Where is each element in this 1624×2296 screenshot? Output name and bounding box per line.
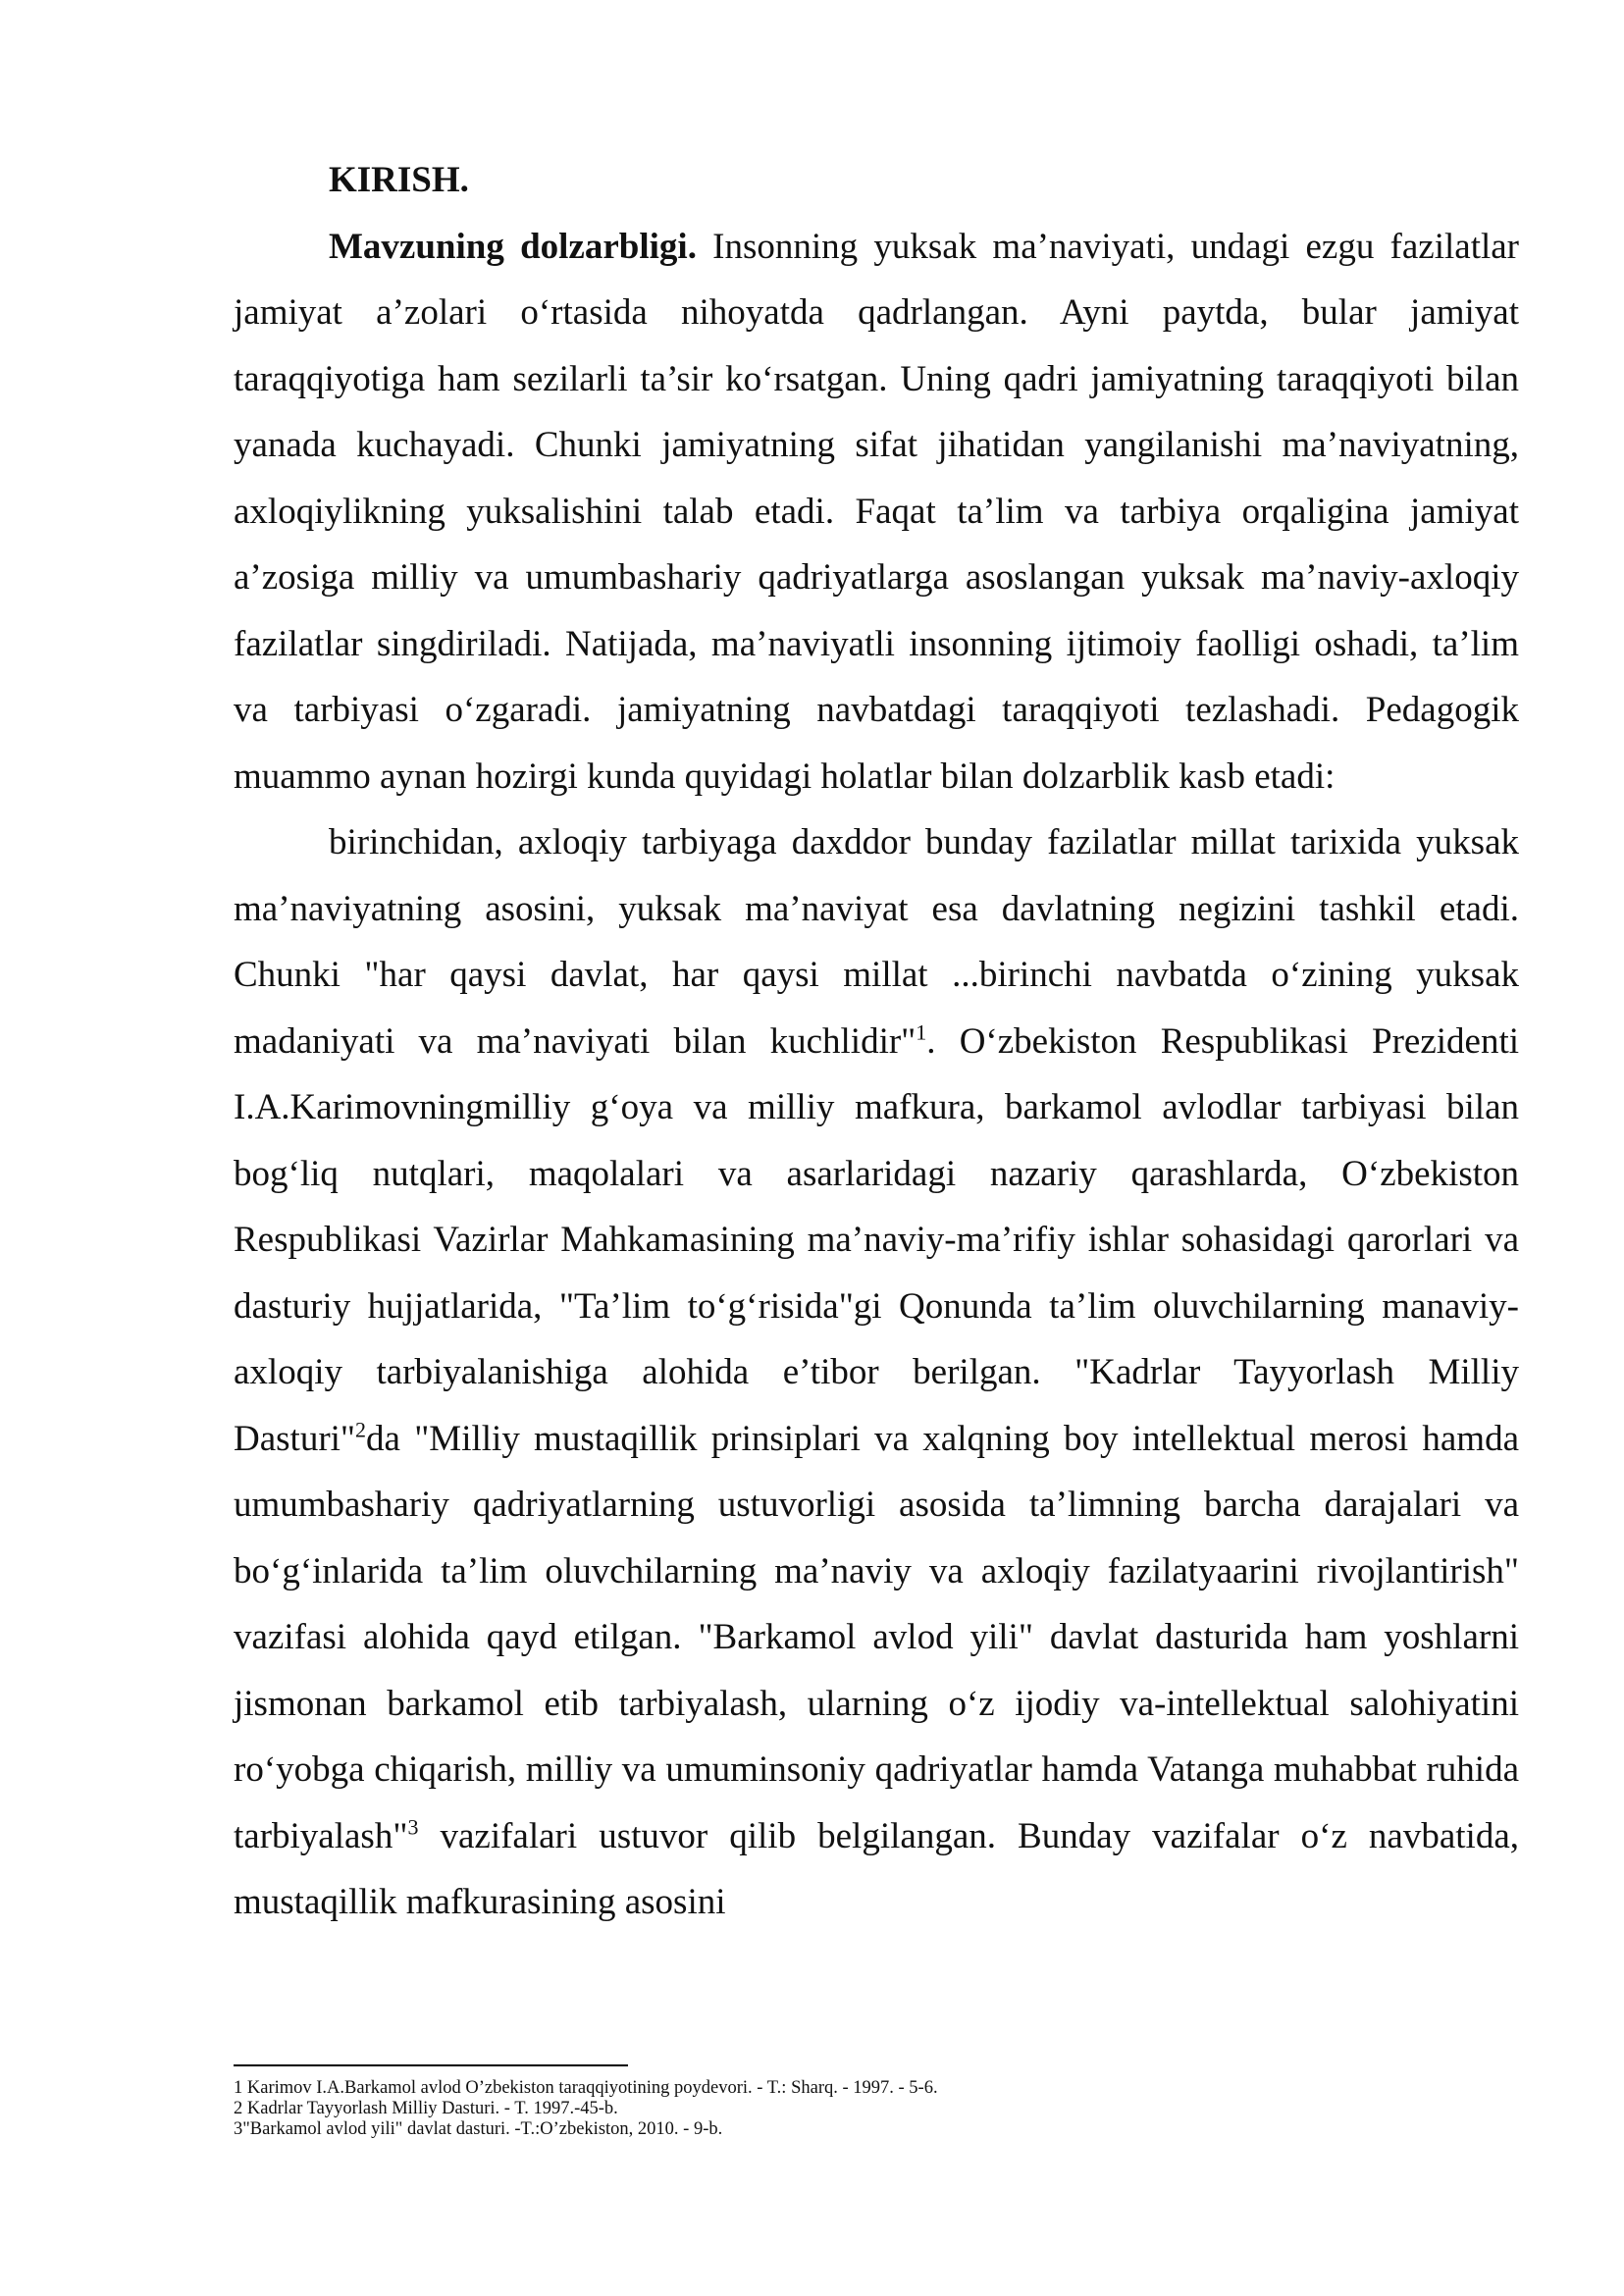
footnote-divider (234, 2064, 628, 2066)
paragraph-lead: Mavzuning dolzarbligi. (329, 226, 697, 267)
body-text (234, 147, 1519, 1936)
footnote-item: 2 Kadrlar Tayyorlash Milliy Dasturi. - T. 1997.-45-b. (234, 2099, 618, 2118)
footnote-item: 1 Karimov I.A.Barkamol avlod O’zbekiston taraqqiyotining poydevori. - T.: Sharq. - 1997. - 5-6. (234, 2078, 938, 2098)
footnotes (234, 2078, 1519, 2140)
paragraph-text: Insonning yuksak ma’naviyati, undagi ezgu fazilatlar jamiyat a’zolari o‘rtasida nihoyatda qadrlangan. Ayni paytda, bular jamiyat taraqqiyotiga ham sezilarli ta’sir ko‘rsatgan. Uning qadri jamiyatning taraqqiyoti bilan yanada kuchayadi. Chunki jamiyatning sifat jihatidan yangilanishi ma’naviyatning, axloqiylikning yuksalishini talab etadi. Faqat ta’lim va tarbiya orqaligina jamiyat a’zosiga milliy va umumbashariy qadriyatlarga asoslangan yuksak ma’naviy-axloqiy fazilatlar singdiriladi. Natijada, ma’naviyatli insonning ijtimoiy faolligi oshadi, ta’lim va tarbiyasi o‘zgaradi. jamiyatning navbatdagi taraqqiyoti tezlashadi. Pedagogik muammo aynan hozirgi kunda quyidagi holatlar bilan dolzarblik kasb etadi: (234, 226, 1520, 797)
footnote-ref[interactable]: 1 (916, 1019, 927, 1045)
footnote-ref[interactable]: 2 (355, 1417, 367, 1442)
paragraph-firstly (234, 809, 1519, 1936)
footnote-ref[interactable]: 3 (407, 1814, 419, 1840)
paragraph-segment: . O‘zbekiston Respublikasi Prezidenti I.A.Karimovningmilliy g‘oya va milliy mafkura, barkamol avlodlar tarbiyasi bilan bog‘liq nutqlari, maqolalari va asarlaridagi nazariy qarashlarda, O‘zbekiston Respublikasi Vazirlar Mahkamasining ma’naviy-ma’rifiy ishlar sohasidagi qarorlari va dasturiy hujjatlarida, "Ta’lim to‘g‘risida"gi Qonunda ta’lim oluvchilarning manaviy-axloqiy tarbiyalanishiga alohida e’tibor berilgan. "Kadrlar Tayyorlash Milliy Dasturi" (234, 1020, 1520, 1459)
footnote-item: 3"Barkamol avlod yili" davlat dasturi. -T.:O’zbekiston, 2010. - 9-b. (234, 2119, 723, 2139)
paragraph-segment: da "Milliy mustaqillik prinsiplari va xalqning boy intellektual merosi hamda umumbashariy qadriyatlarning ustuvorligi asosida ta’limning barcha darajalari va bo‘g‘inlarida ta’lim oluvchilarning ma’naviy va axloqiy fazilatyaarini rivojlantirish" vazifasi alohida qayd etilgan. "Barkamol avlod yili" davlat dasturida ham yoshlarni jismonan barkamol etib tarbiyalash, ularning o‘z ijodiy va-intellektual salohiyatini ro‘yobga chiqarish, milliy va umuminsoniy qadriyatlar hamda Vatanga muhabbat ruhida tarbiyalash" (234, 1418, 1519, 1856)
section-heading: KIRISH. (329, 160, 469, 200)
paragraph-relevance (234, 214, 1519, 810)
paragraph-segment: birinchidan, axloqiy tarbiyaga daxddor bunday fazilatlar millat tarixida yuksak ma’naviyatning asosini, yuksak ma’naviyat esa davlatning negizini tashkil etadi. Chunki "har qaysi davlat, har qaysi millat ...birinchi navbatda o‘zining yuksak madaniyati va ma’naviyati bilan kuchlidir" (234, 822, 1519, 1062)
paragraph-segment: vazifalari ustuvor qilib belgilangan. Bunday vazifalar o‘z navbatida, mustaqillik mafkurasining asosini (234, 1815, 1519, 1922)
